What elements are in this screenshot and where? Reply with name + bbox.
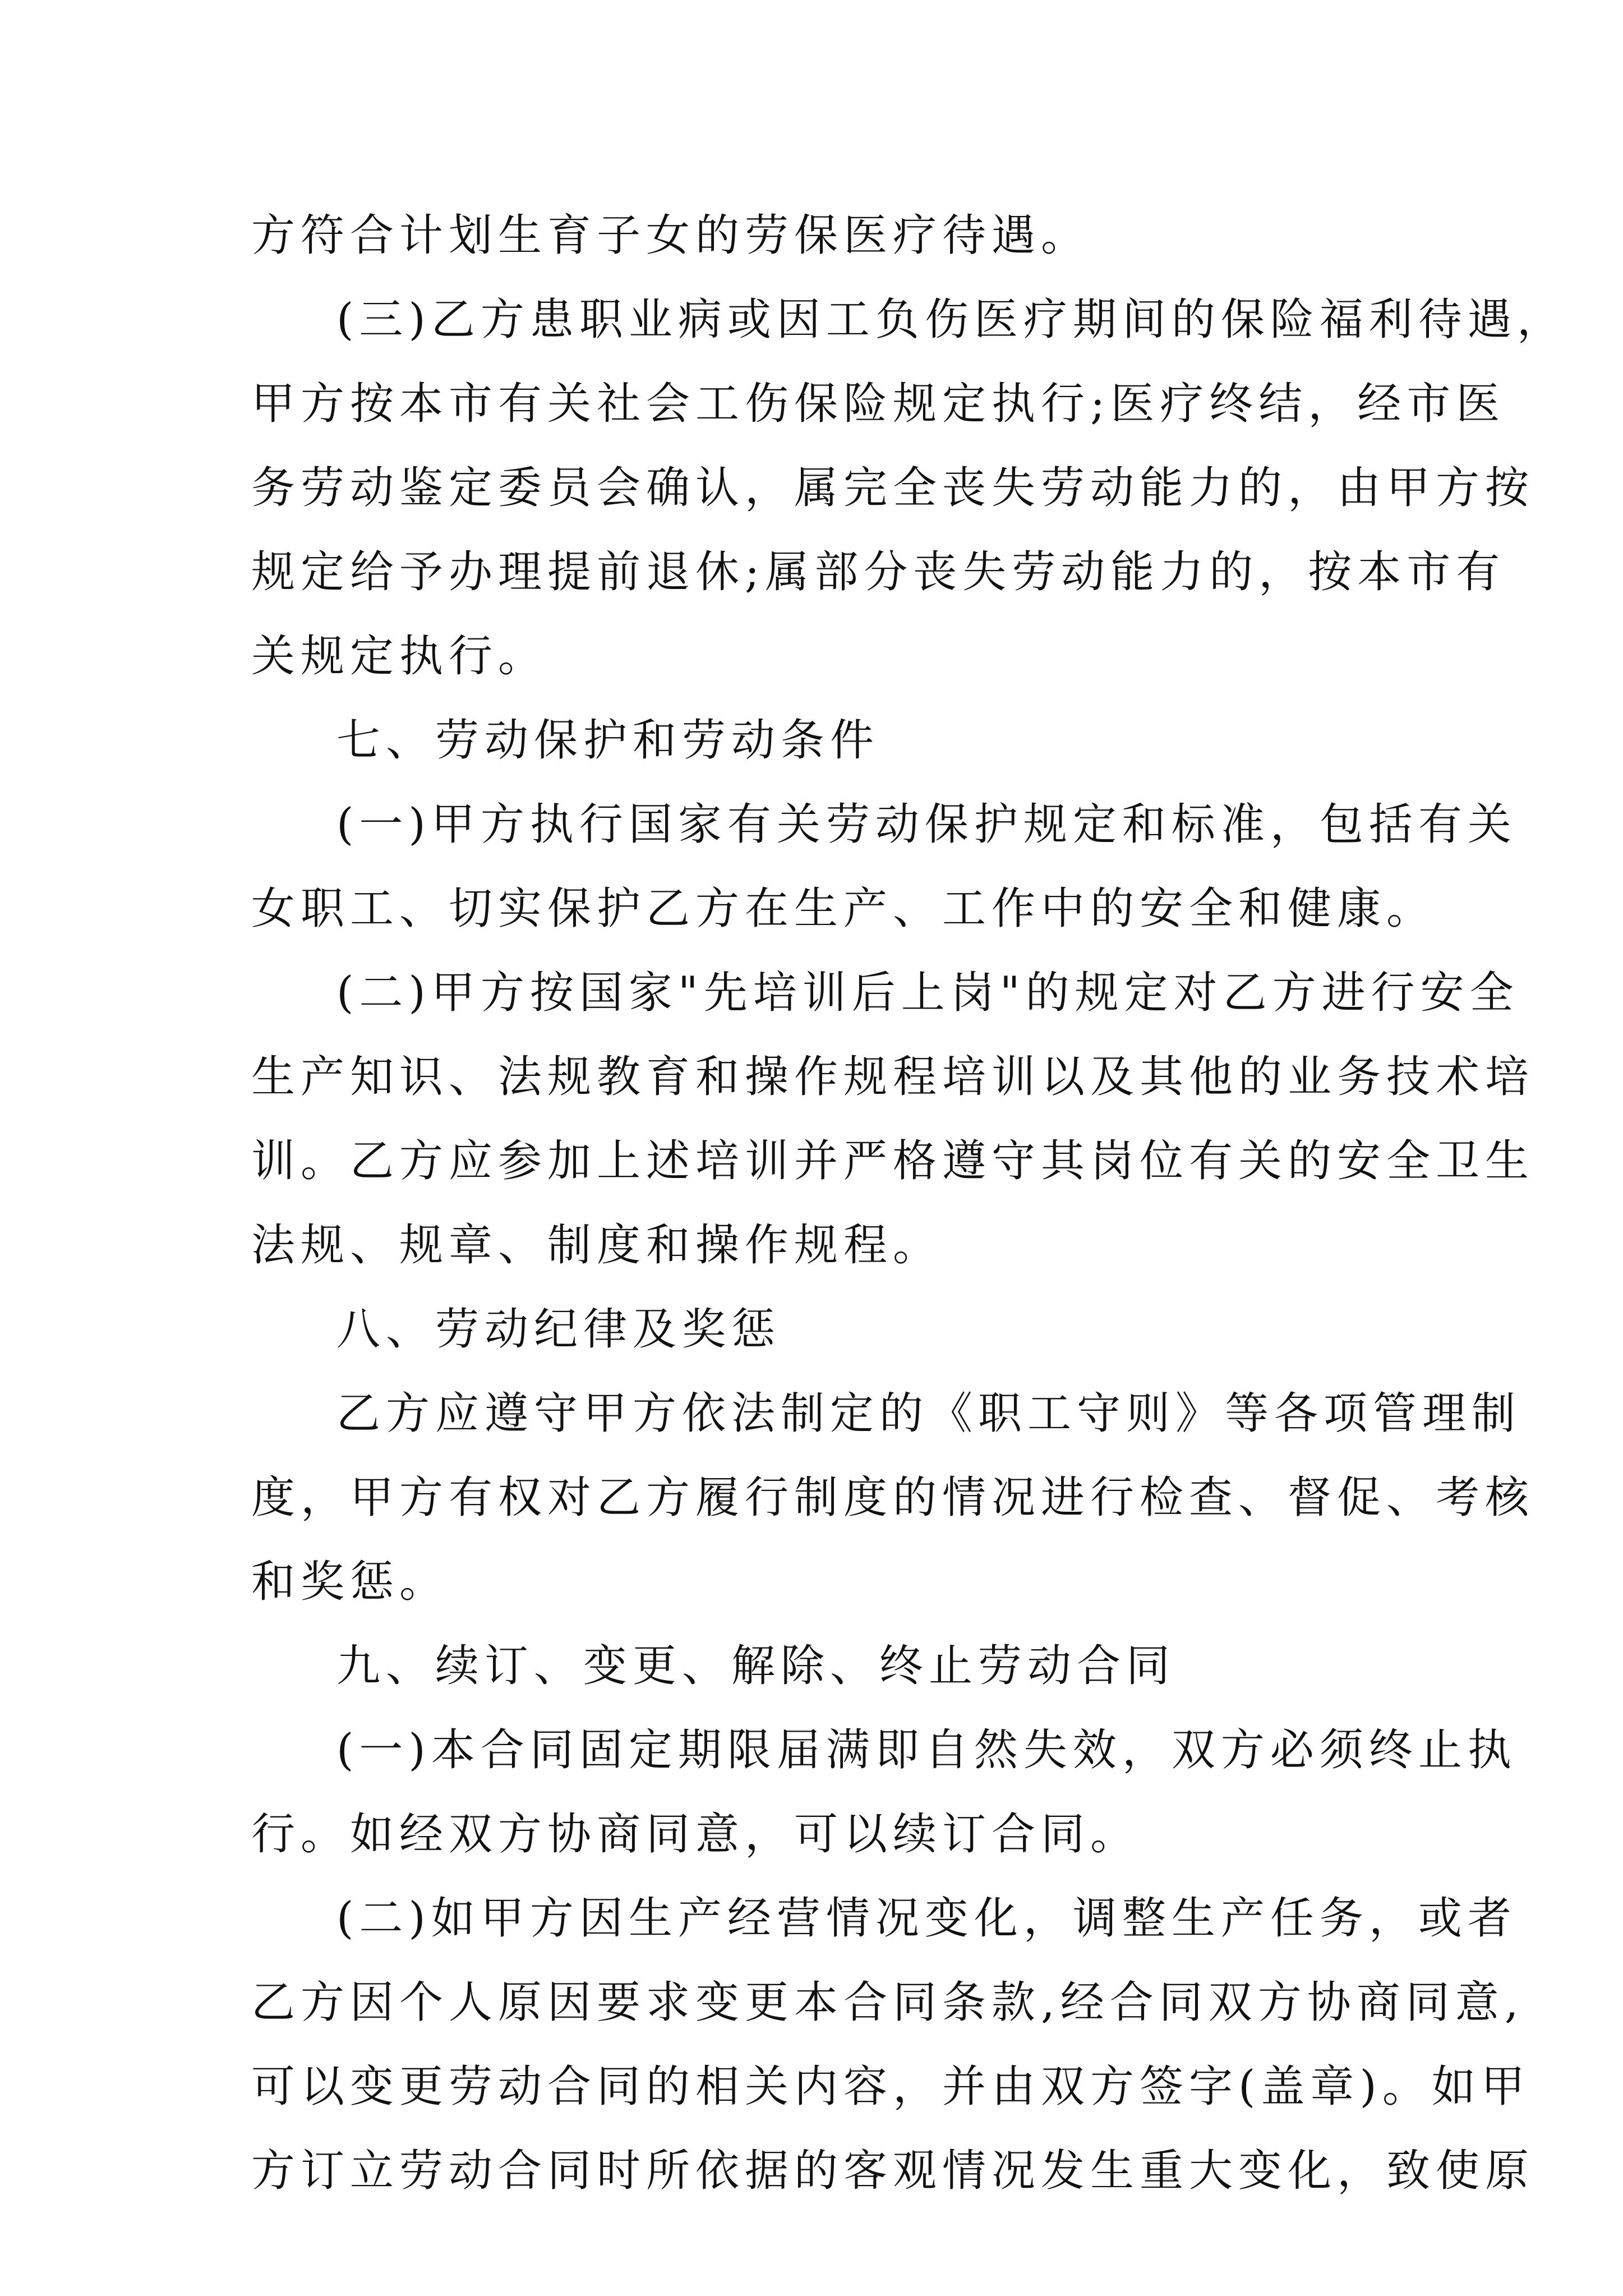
section-heading: 九、续订、变更、解除、终止劳动合同: [336, 1641, 1176, 1691]
paragraph-line: 生产知识、法规教育和操作规程培训以及其他的业务技术培: [251, 1052, 1535, 1102]
paragraph-line: 规定给予办理提前退休;属部分丧失劳动能力的，按本市有: [251, 547, 1506, 597]
section-heading: 七、劳动保护和劳动条件: [336, 715, 880, 766]
paragraph-line: 女职工、切实保护乙方在生产、工作中的安全和健康。: [251, 884, 1436, 934]
paragraph-line: 训。乙方应参加上述培训并严格遵守其岗位有关的安全卫生: [251, 1136, 1535, 1186]
paragraph-line: (二)如甲方因生产经营情况变化，调整生产任务，或者: [336, 1893, 1517, 1944]
paragraph-line: 乙方应遵守甲方依法制定的《职工守则》等各项管理制: [336, 1388, 1521, 1439]
paragraph-line: 甲方按本市有关社会工伤保险规定执行;医疗终结，经市医: [251, 379, 1506, 429]
paragraph-line: (一)本合同固定期限届满即自然失效，双方必须终止执: [336, 1725, 1517, 1775]
paragraph-line: 务劳动鉴定委员会确认，属完全丧失劳动能力的，由甲方按: [251, 463, 1535, 513]
paragraph-line: 方订立劳动合同时所依据的客观情况发生重大变化，致使原: [251, 2146, 1535, 2196]
paragraph-line: 方符合计划生育子女的劳保医疗待遇。: [251, 210, 1091, 261]
paragraph-line: 关规定执行。: [251, 631, 548, 682]
paragraph-line: (二)甲方按国家"先培训后上岗"的规定对乙方进行安全: [336, 968, 1519, 1018]
paragraph-line: (一)甲方执行国家有关劳动保护规定和标准，包括有关: [336, 799, 1517, 850]
paragraph-line: 法规、规章、制度和操作规程。: [251, 1220, 943, 1271]
paragraph-line: 度，甲方有权对乙方履行制度的情况进行检查、督促、考核: [251, 1473, 1535, 1523]
paragraph-line: 和奖惩。: [251, 1557, 449, 1607]
paragraph-line: (三)乙方患职业病或因工负伤医疗期间的保险福利待遇，: [336, 295, 1566, 345]
paragraph-line: 行。如经双方协商同意，可以续订合同。: [251, 1809, 1140, 1860]
paragraph-line: 乙方因个人原因要求变更本合同条款,经合同双方协商同意,: [251, 1977, 1524, 2028]
paragraph-line: 可以变更劳动合同的相关内容，并由双方签字(盖章)。如甲: [251, 2062, 1530, 2112]
section-heading: 八、劳动纪律及奖惩: [336, 1304, 781, 1355]
